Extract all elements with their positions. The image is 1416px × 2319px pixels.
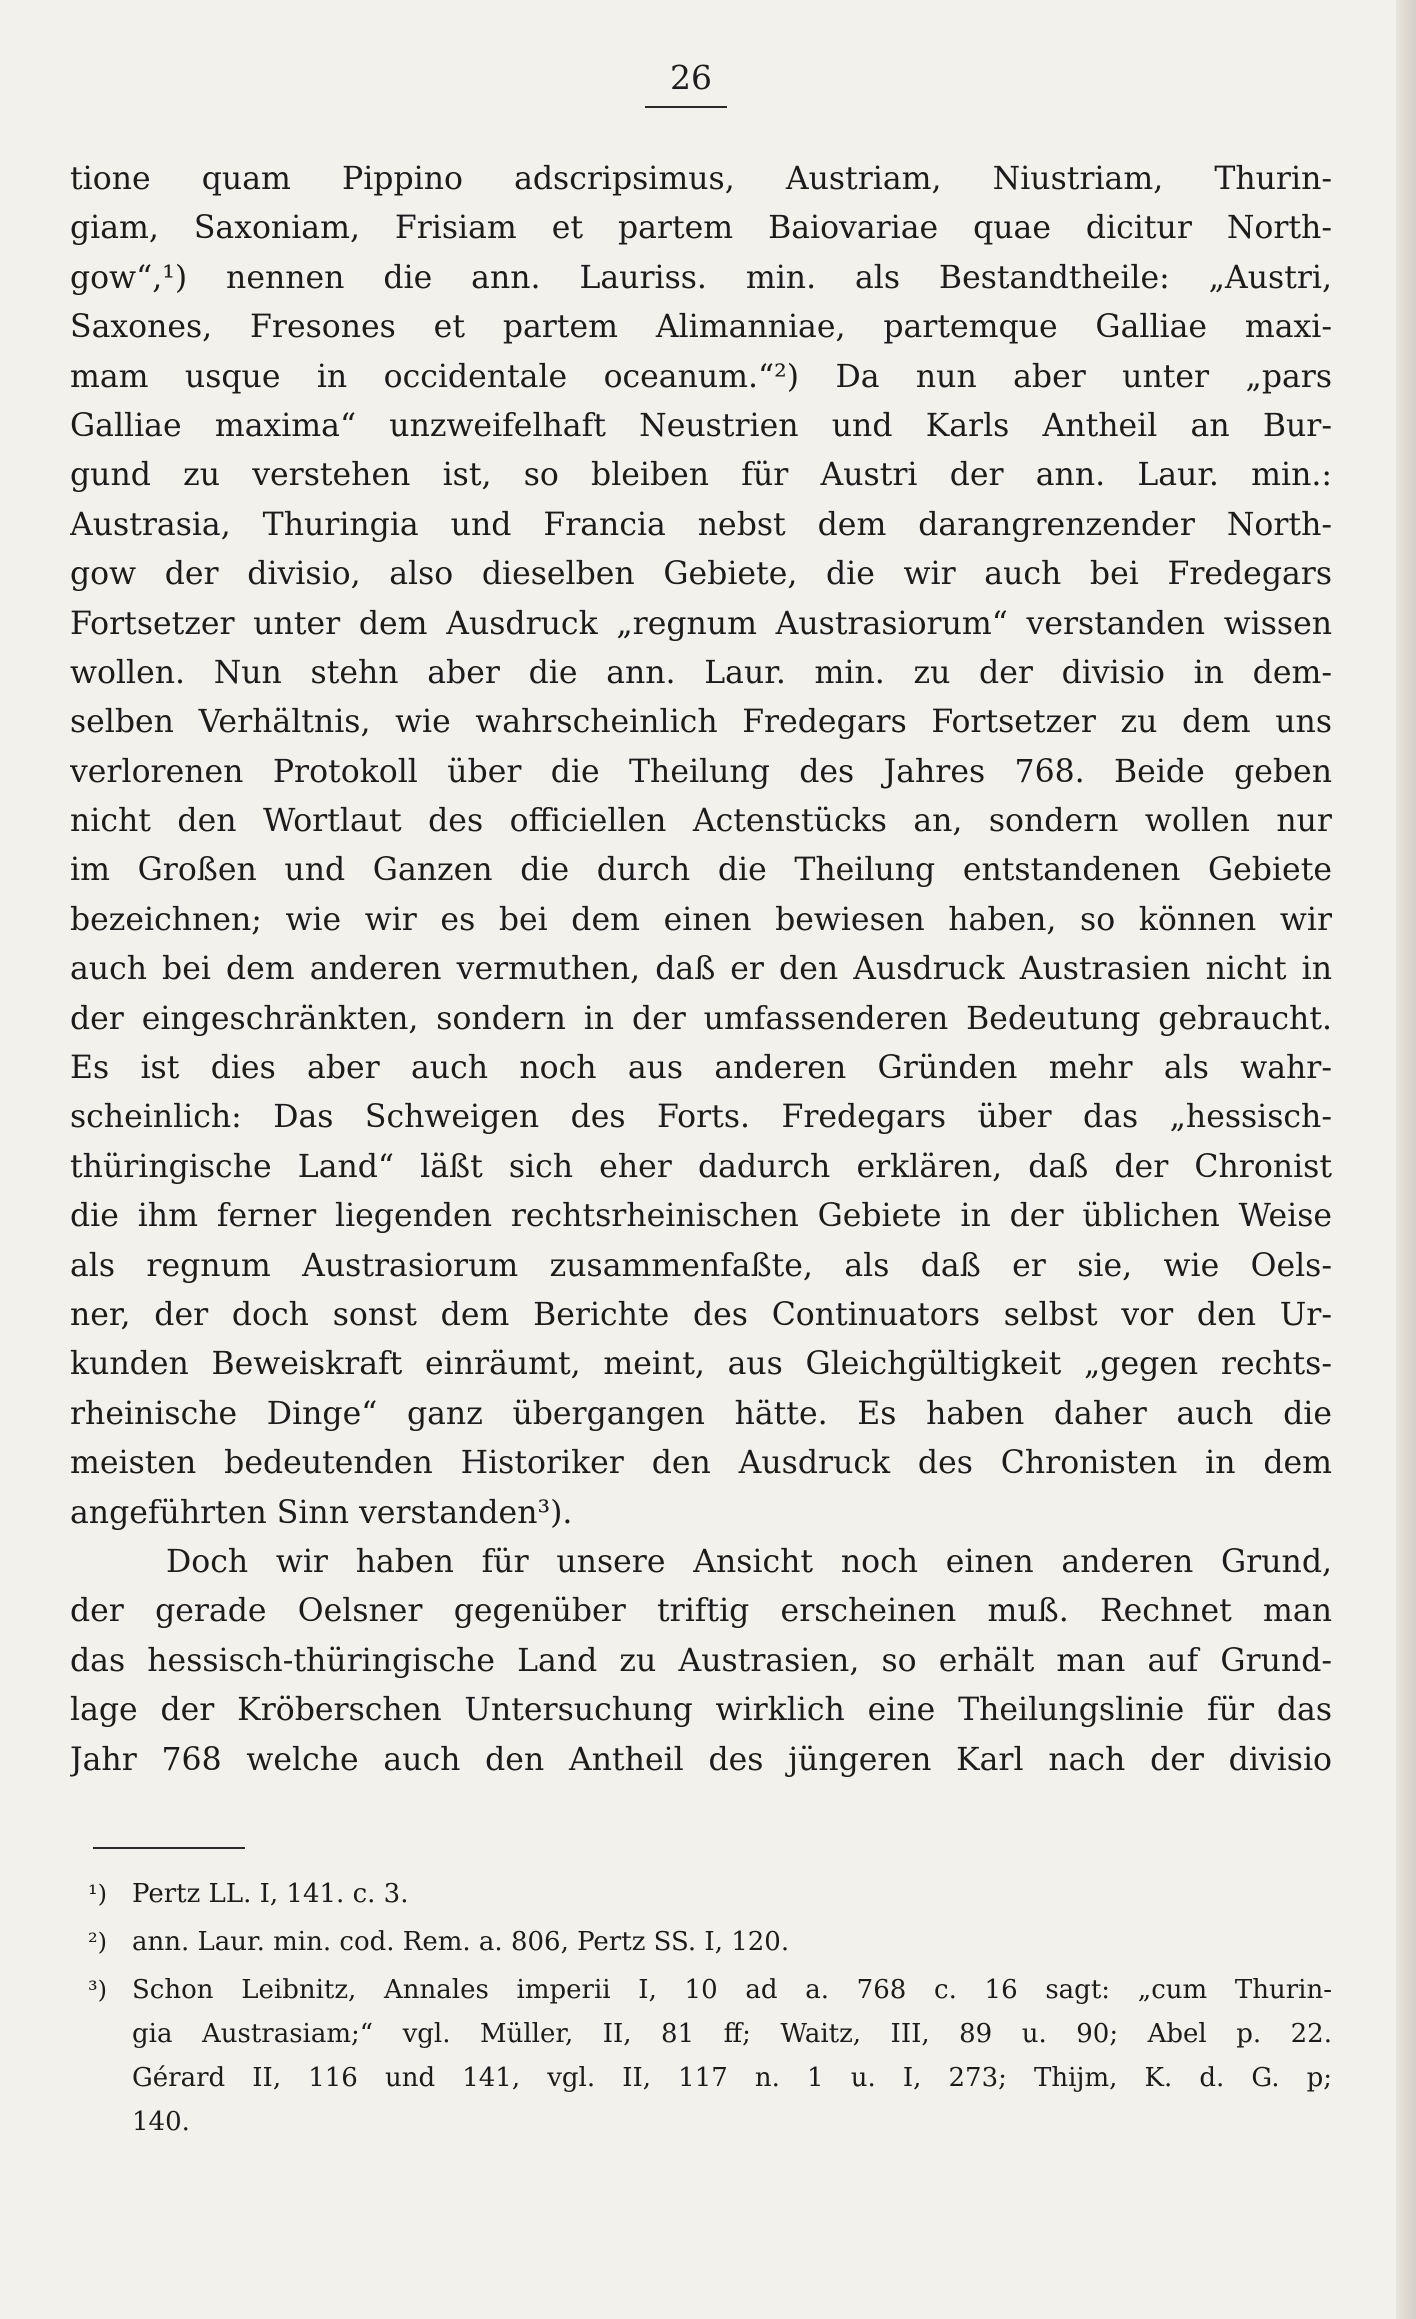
text-line: kunden Beweiskraft einräumt, meint, aus Gleichgültigkeit „gegen rechts-: [70, 1346, 1332, 1383]
text-line: der gerade Oelsner gegenüber triftig erscheinen muß. Rechnet man: [70, 1593, 1332, 1630]
text-line: Austrasia, Thuringia und Francia nebst dem darangrenzender North-: [70, 506, 1332, 543]
text-line: auch bei dem anderen vermuthen, daß er den Ausdruck Austrasien nicht in: [70, 951, 1332, 988]
footnote-line: Gérard II, 116 und 141, vgl. II, 117 n. 1 u. I, 273; Thijm, K. d. G. p;: [132, 2063, 1332, 2093]
text-line: im Großen und Ganzen die durch die Theilung entstandenen Gebiete: [70, 852, 1332, 889]
text-line: der eingeschränkten, sondern in der umfassenderen Bedeutung gebraucht.: [70, 1000, 1332, 1037]
text-line: das hessisch-thüringische Land zu Austrasien, so erhält man auf Grund-: [70, 1642, 1332, 1679]
text-line: als regnum Austrasiorum zusammenfaßte, als daß er sie, wie Oels-: [70, 1247, 1332, 1284]
text-line: gund zu verstehen ist, so bleiben für Austri der ann. Laur. min.:: [70, 457, 1332, 494]
text-line: gow der divisio, also dieselben Gebiete, die wir auch bei Fredegars: [70, 556, 1332, 593]
footnote-marker: ¹): [88, 1880, 107, 1908]
page-edge: [1396, 0, 1416, 2319]
text-line: meisten bedeutenden Historiker den Ausdruck des Chronisten in dem: [70, 1445, 1332, 1482]
text-line: nicht den Wortlaut des officiellen Actenstücks an, sondern wollen nur: [70, 803, 1332, 840]
text-line: die ihm ferner liegenden rechtsrheinischen Gebiete in der üblichen Weise: [70, 1198, 1332, 1235]
text-line: rheinische Dinge“ ganz übergangen hätte. Es haben daher auch die: [70, 1395, 1332, 1432]
footnote-3: [88, 1968, 1332, 2144]
text-line: ner, der doch sonst dem Berichte des Continuators selbst vor den Ur-: [70, 1296, 1332, 1333]
text-line: Fortsetzer unter dem Ausdruck „regnum Austrasiorum“ verstanden wissen: [70, 605, 1332, 642]
footnote-line: 140.: [132, 2107, 190, 2137]
footnote-1: [88, 1872, 1332, 1916]
footnote-line: Pertz LL. I, 141. c. 3.: [132, 1879, 409, 1909]
text-line: giam, Saxoniam, Frisiam et partem Baiovariae quae dicitur North-: [70, 210, 1332, 247]
text-line: tione quam Pippino adscripsimus, Austriam, Niustriam, Thurin-: [70, 161, 1332, 197]
footnote-line: gia Austrasiam;“ vgl. Müller, II, 81 ff; Waitz, III, 89 u. 90; Abel p. 22.: [132, 2019, 1332, 2049]
text-line: scheinlich: Das Schweigen des Forts. Fredegars über das „hessisch-: [70, 1099, 1332, 1136]
text-line: verlorenen Protokoll über die Theilung des Jahres 768. Beide geben: [70, 753, 1332, 790]
footnotes: [88, 1872, 1332, 2148]
text-line: thüringische Land“ läßt sich eher dadurch erklären, daß der Chronist: [70, 1148, 1332, 1185]
footnote-line: Schon Leibnitz, Annales imperii I, 10 ad a. 768 c. 16 sagt: „cum Thurin-: [132, 1975, 1332, 2005]
text-line: Es ist dies aber auch noch aus anderen Gründen mehr als wahr-: [70, 1050, 1332, 1087]
footnote-separator: [93, 1847, 245, 1849]
page-number: 26: [670, 58, 712, 97]
text-line: selben Verhältnis, wie wahrscheinlich Fredegars Fortsetzer zu dem uns: [70, 704, 1332, 741]
footnote-marker: ³): [88, 1976, 107, 2004]
page-number-rule: [645, 106, 727, 108]
paragraph-start-line: Doch wir haben für unsere Ansicht noch einen anderen Grund,: [166, 1543, 1332, 1580]
paragraph-end-line: angeführten Sinn verstanden³).: [70, 1494, 573, 1531]
text-line: bezeichnen; wie wir es bei dem einen bewiesen haben, so können wir: [70, 901, 1332, 938]
text-line: Jahr 768 welche auch den Antheil des jüngeren Karl nach der divisio: [70, 1741, 1332, 1778]
text-line: Saxones, Fresones et partem Alimanniae, partemque Galliae maxi-: [70, 309, 1332, 346]
text-line: mam usque in occidentale oceanum.“²) Da nun aber unter „pars: [70, 358, 1332, 395]
text-line: wollen. Nun stehn aber die ann. Laur. min. zu der divisio in dem-: [70, 654, 1332, 691]
footnote-line: ann. Laur. min. cod. Rem. a. 806, Pertz SS. I, 120.: [132, 1927, 790, 1957]
text-line: Galliae maxima“ unzweifelhaft Neustrien und Karls Antheil an Bur-: [70, 407, 1332, 444]
body-text: [70, 155, 1332, 1785]
text-line: lage der Kröberschen Untersuchung wirklich eine Theilungslinie für das: [70, 1692, 1332, 1729]
footnote-2: [88, 1920, 1332, 1964]
footnote-marker: ²): [88, 1928, 107, 1956]
text-line: gow“,¹) nennen die ann. Lauriss. min. als Bestandtheile: „Austri,: [70, 259, 1332, 296]
